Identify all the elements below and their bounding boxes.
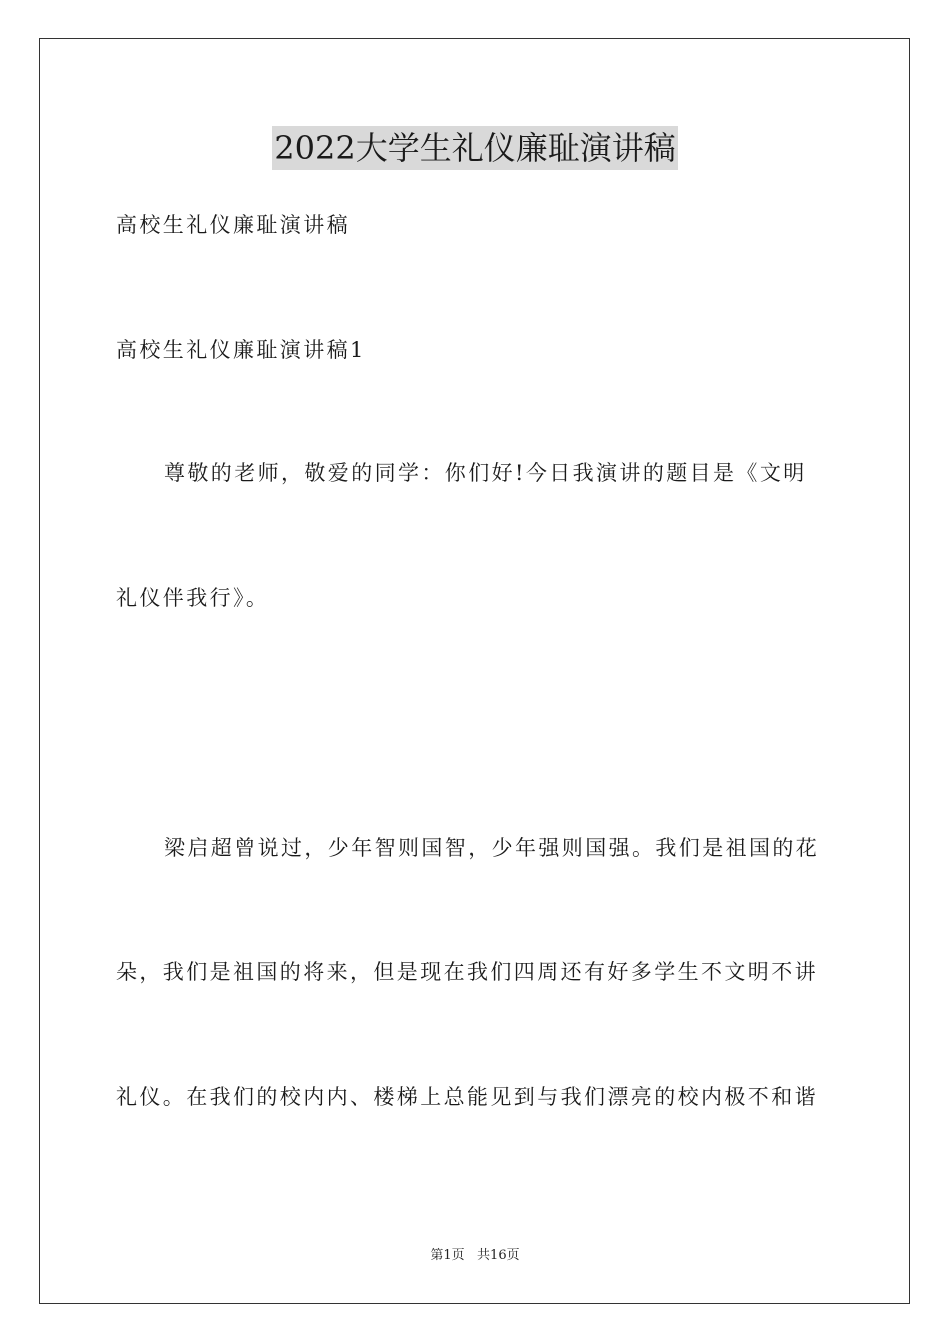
paragraph-line-4: 朵，我们是祖国的将来，但是现在我们四周还有好多学生不文明不讲 (116, 960, 818, 984)
section-heading: 高校生礼仪廉耻演讲稿1 (116, 338, 366, 362)
paragraph-line-5: 礼仪。在我们的校内内、楼梯上总能见到与我们漂亮的校内极不和谐 (116, 1085, 818, 1109)
document-title: 2022大学生礼仪廉耻演讲稿 (272, 126, 677, 170)
paragraph-line-1: 尊敬的老师，敬爱的同学：你们好!今日我演讲的题目是《文明 (164, 461, 807, 485)
paragraph-line-3: 梁启超曾说过，少年智则国智，少年强则国强。我们是祖国的花 (164, 836, 820, 860)
paragraph-line-2: 礼仪伴我行》。 (116, 586, 270, 610)
document-title-container (0, 126, 950, 176)
page-number-footer: 第1页 共16页 (430, 1248, 520, 1263)
document-subtitle: 高校生礼仪廉耻演讲稿 (116, 213, 350, 237)
